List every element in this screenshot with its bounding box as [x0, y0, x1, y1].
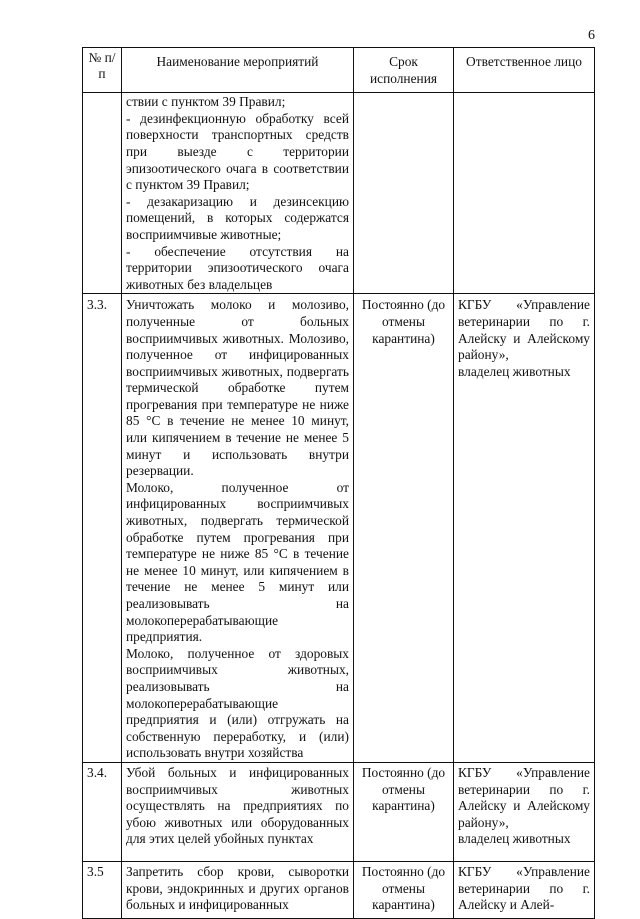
row-number: 3.5: [83, 861, 122, 918]
header-number: № п/п: [83, 48, 122, 93]
responsible-org: КГБУ «Управление ветеринарии по г. Алейску и Алейскому району»,: [458, 297, 590, 363]
description-paragraph: Молоко, полученное от здоровых восприимчивых животных, реализовывать на молокоперерабатывающие предприятия и (или) отгружать на собственную переработку, и (или) использовать внутри хозяйства: [126, 645, 349, 761]
responsible-cell: [454, 93, 595, 294]
table-row: [83, 294, 595, 763]
row-number-cell: [83, 93, 122, 294]
responsible-org: КГБУ «Управление ветеринарии по г. Алейску и Алейскому району»,: [458, 764, 590, 830]
responsible-cell: [454, 762, 595, 861]
responsible-cell: [454, 861, 595, 918]
measure-description: [122, 93, 354, 294]
measure-description: [122, 861, 354, 918]
row-number: 3.3.: [83, 294, 122, 763]
responsible-org: КГБУ «Управление ветеринарии по г. Алейску и Алей-: [458, 863, 590, 913]
responsible-owner: владелец животных: [458, 363, 571, 379]
description-line: - обеспечение отсутствия на территории эпизоотического очага животных без владельцев: [126, 243, 349, 292]
description-paragraph: Запретить сбор крови, сыворотки крови, эндокринных и других органов больных и инфицированных: [126, 863, 349, 913]
table-row: [83, 861, 595, 918]
measures-table: [82, 47, 595, 919]
header-term: Срок исполнения: [354, 48, 454, 93]
table-row: [83, 93, 595, 294]
measure-description: [122, 762, 354, 861]
responsible-owner: владелец животных: [458, 831, 571, 847]
responsible-cell: [454, 294, 595, 763]
header-measure-name: Наименование мероприятий: [122, 48, 354, 93]
description-paragraph: Молоко, полученное от инфицированных восприимчивых животных, подвергать термической обработке путем прогревания при температуре не ниже 85 °С в течение не менее 10 минут, или кипячением в течение не менее 5 минут или реализовывать на молокоперерабатывающие предприятия.: [126, 479, 349, 645]
table-header-row: [83, 48, 595, 93]
term-cell: [354, 93, 454, 294]
term-cell: Постоянно (до отмены карантина): [354, 294, 454, 763]
row-number: 3.4.: [83, 762, 122, 861]
term-cell: Постоянно (до отмены карантина): [354, 762, 454, 861]
description-line: - дезинфекционную обработку всей поверхности транспортных средств при выезде с территории эпизоотического очага в соответствии с пунктом 39 Правил;: [126, 110, 349, 193]
description-paragraph: Убой больных и инфицированных восприимчивых животных осуществлять на предприятиях по убою животных или оборудованных для этих целей убойных пунктах: [126, 764, 349, 847]
description-line: ствии с пунктом 39 Правил;: [126, 94, 286, 110]
header-responsible: Ответственное лицо: [454, 48, 595, 93]
description-paragraph: Уничтожать молоко и молозиво, полученные от больных восприимчивых животных. Молозиво, полученное от инфицированных восприимчивых животных, подвергать термической обработке путем прогревания при температуре не ниже 85 °С в течение не менее 10 минут, или кипячением в течение не менее 5 минут и использовать внутри резервации.: [126, 297, 349, 479]
table-row: [83, 762, 595, 861]
description-line: - дезакаризацию и дезинсекцию помещений, в которых содержатся восприимчивые животные;: [126, 193, 349, 242]
term-cell: Постоянно (до отмены карантина): [354, 861, 454, 918]
page-number: 6: [588, 28, 595, 43]
measure-description: [122, 294, 354, 763]
